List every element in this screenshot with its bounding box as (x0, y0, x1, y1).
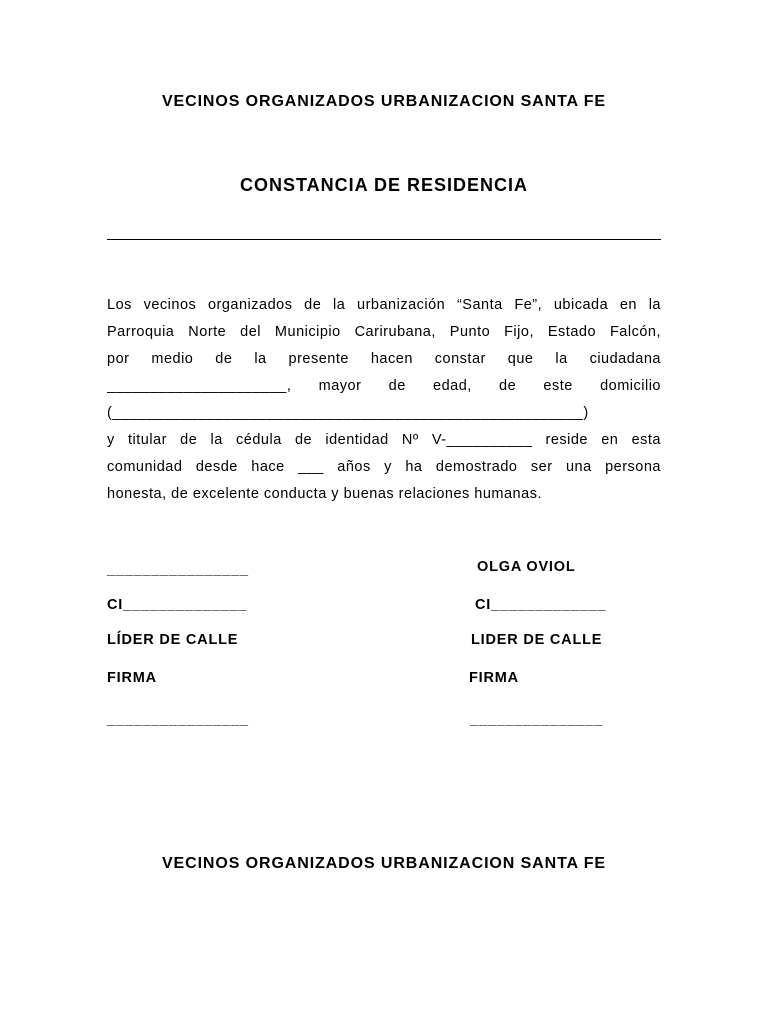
body-line: Los vecinos organizados de la urbanización “Santa Fe”, ubicada en la (107, 297, 661, 313)
body-line: comunidad desde hace ___ años y ha demostrado ser una persona (107, 459, 661, 475)
right-signature-firma-line: _______________ (470, 712, 603, 728)
organization-footer: VECINOS ORGANIZADOS URBANIZACION SANTA FE (161, 855, 607, 872)
body-line: y titular de la cédula de identidad Nº V-__________ reside en esta (107, 432, 661, 448)
right-signature-name: OLGA OVIOL (477, 559, 576, 575)
title-divider (107, 239, 661, 240)
left-signature-ci: CI______________ (107, 597, 248, 613)
body-line: por medio de la presente hacen constar que la ciudadana (107, 351, 661, 367)
right-signature-ci: CI_____________ (475, 597, 607, 613)
body-line: (_______________________________________________________) (107, 405, 589, 421)
left-signature-firma-label: FIRMA (107, 670, 157, 686)
right-signature-firma-label: FIRMA (469, 670, 519, 686)
body-line: _____________________, mayor de edad, de este domicilio (107, 378, 661, 394)
left-signature-name-line: ________________ (107, 562, 249, 578)
right-signature-role: LIDER DE CALLE (471, 632, 603, 648)
left-signature-role: LÍDER DE CALLE (107, 632, 239, 648)
body-line: honesta, de excelente conducta y buenas relaciones humanas. (107, 486, 542, 502)
left-signature-firma-line: ________________ (107, 712, 249, 728)
certificate-body (107, 292, 661, 508)
body-line: Parroquia Norte del Municipio Carirubana, Punto Fijo, Estado Falcón, (107, 324, 661, 340)
document-title: CONSTANCIA DE RESIDENCIA (239, 175, 528, 195)
organization-header: VECINOS ORGANIZADOS URBANIZACION SANTA FE (161, 93, 607, 110)
